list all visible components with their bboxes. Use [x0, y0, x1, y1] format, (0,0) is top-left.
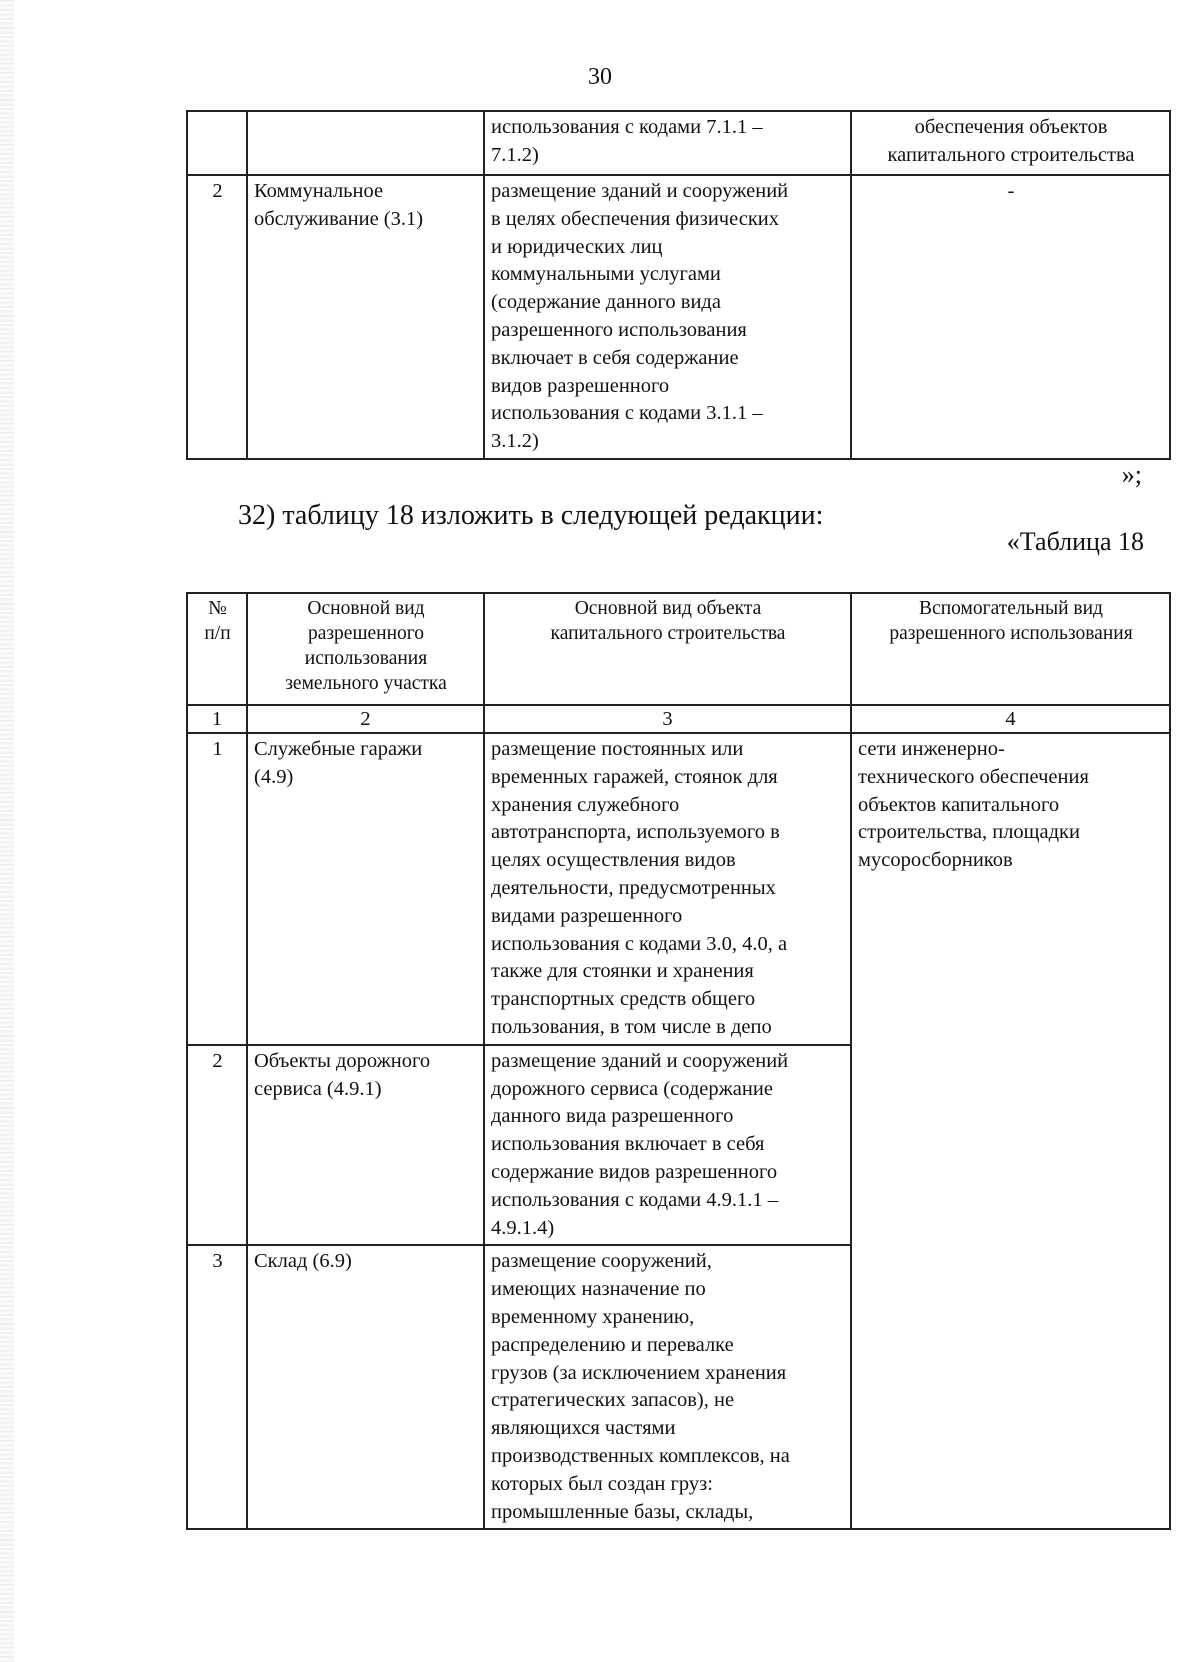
- land-use-name: Служебные гаражи (4.9): [247, 733, 484, 1045]
- land-use-name: Склад (6.9): [247, 1245, 484, 1529]
- row-number: 1: [187, 733, 247, 1045]
- row-number: 2: [187, 175, 247, 459]
- scan-edge-artifact: [0, 0, 14, 1662]
- land-use-description: использования с кодами 7.1.1 – 7.1.2): [484, 111, 851, 175]
- header-construction-object: Основной вид объекта капитального строительства: [484, 593, 851, 705]
- table-18: [186, 592, 1171, 1530]
- column-number: 3: [484, 705, 851, 733]
- auxiliary-use: обеспечения объектов капитального строительства: [851, 111, 1170, 175]
- column-number: 4: [851, 705, 1170, 733]
- header-land-use: Основной вид разрешенного использования земельного участка: [247, 593, 484, 705]
- header-number: № п/п: [187, 593, 247, 705]
- land-use-description: размещение зданий и сооружений дорожного сервиса (содержание данного вида разрешенного использования включает в себя содержание видов разрешенного использования с кодами 4.9.1.1 – 4.9.1.4): [484, 1045, 851, 1246]
- land-use-name: Коммунальное обслуживание (3.1): [247, 175, 484, 459]
- row-number: 3: [187, 1245, 247, 1529]
- row-number: [187, 111, 247, 175]
- land-use-name: [247, 111, 484, 175]
- land-use-name: Объекты дорожного сервиса (4.9.1): [247, 1045, 484, 1246]
- column-number: 2: [247, 705, 484, 733]
- table-row: [187, 733, 1170, 1045]
- row-number: 2: [187, 1045, 247, 1246]
- header-auxiliary-use: Вспомогательный вид разрешенного использования: [851, 593, 1170, 705]
- table-header-row: [187, 593, 1170, 705]
- auxiliary-use: -: [851, 175, 1170, 459]
- page-number: 30: [588, 64, 612, 90]
- closing-quote: »;: [1121, 460, 1142, 489]
- auxiliary-use: сети инженерно- технического обеспечения объектов капитального строительства, площадки мусоросборников: [851, 733, 1170, 1529]
- column-number: 1: [187, 705, 247, 733]
- land-use-description: размещение сооружений, имеющих назначение по временному хранению, распределению и перевалке грузов (за исключением хранения стратегических запасов), не являющихся частями производственных комплексов, на которых был создан груз: промышленные базы, склады,: [484, 1245, 851, 1529]
- table-caption: «Таблица 18: [1006, 527, 1144, 556]
- table-row: [187, 111, 1170, 175]
- table-row: [187, 175, 1170, 459]
- land-use-description: размещение зданий и сооружений в целях обеспечения физических и юридических лиц коммунальными услугами (содержание данного вида разрешенного использования включает в себя содержание видов разрешенного использования с кодами 3.1.1 – 3.1.2): [484, 175, 851, 459]
- column-number-row: [187, 705, 1170, 733]
- land-use-description: размещение постоянных или временных гаражей, стоянок для хранения служебного автотранспорта, используемого в целях осуществления видов деятельности, предусмотренных видами разрешенного использования с кодами 3.0, 4.0, а также для стоянки и хранения транспортных средств общего пользования, в том числе в депо: [484, 733, 851, 1045]
- amendment-instruction: 32) таблицу 18 изложить в следующей редакции:: [238, 500, 824, 531]
- table-continuation: [186, 110, 1171, 460]
